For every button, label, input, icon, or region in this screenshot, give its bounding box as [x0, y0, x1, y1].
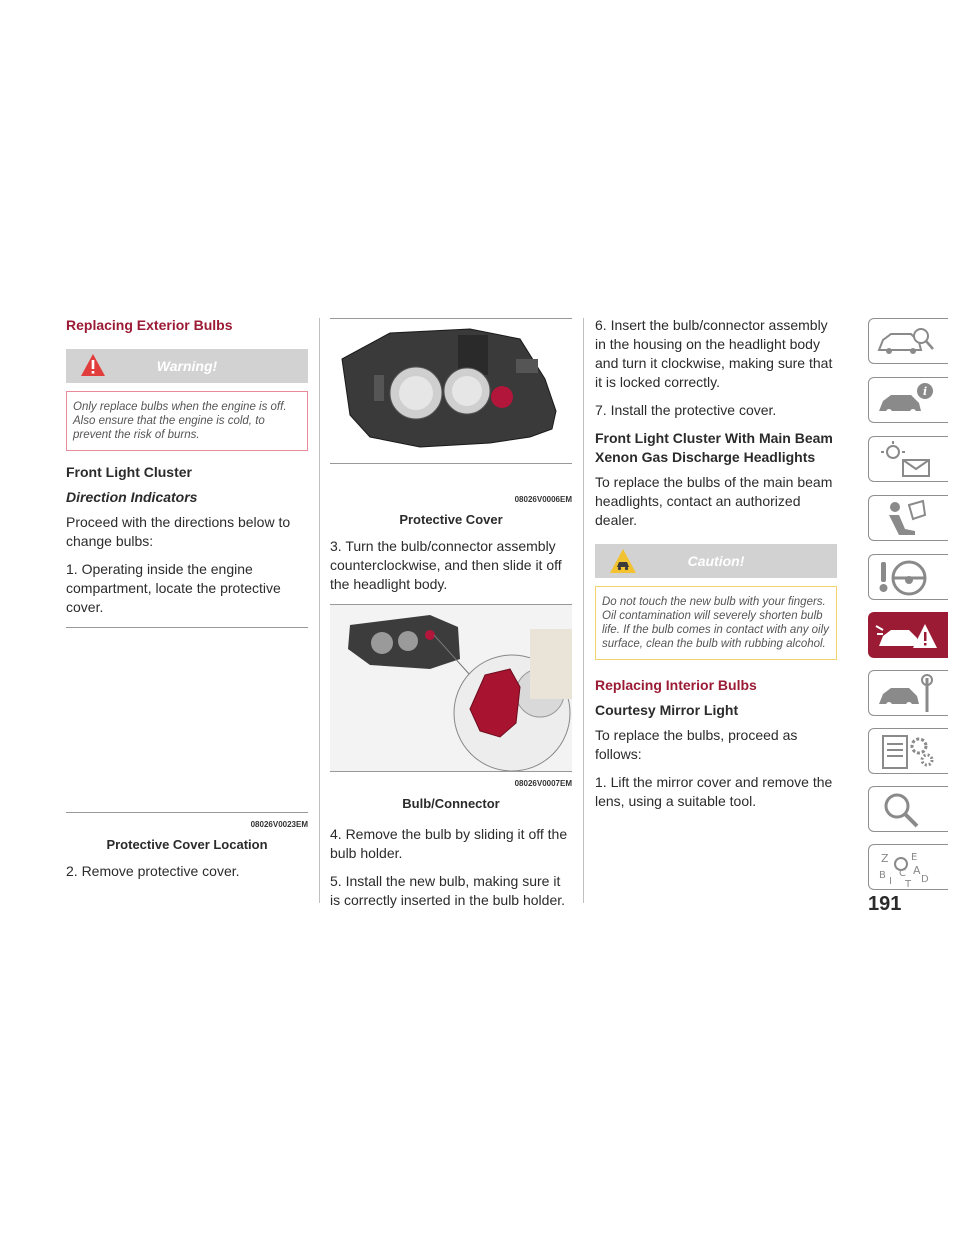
mirror-step-1: 1. Lift the mirror cover and remove the lens, using a suitable tool. [595, 774, 833, 809]
caution-callout [595, 544, 837, 660]
figure-protective-cover [330, 318, 572, 464]
bulb-connector-image [330, 605, 572, 771]
figure-code: 08026V0006EM [514, 495, 572, 504]
caution-title: Caution! [687, 552, 745, 569]
tab-index[interactable] [868, 844, 948, 890]
figure-code: 08026V0023EM [250, 820, 308, 829]
svg-text:D: D [921, 874, 929, 885]
svg-text:C: C [899, 868, 906, 879]
warning-callout [66, 349, 308, 451]
xenon-heading: Front Light Cluster With Main Beam Xenon Gas Discharge Headlights [595, 430, 833, 465]
courtesy-mirror-heading: Courtesy Mirror Light [595, 702, 739, 718]
step-4: 4. Remove the bulb by sliding it off the bulb holder. [330, 826, 568, 861]
warning-title: Warning! [156, 357, 218, 374]
direction-indicators-heading: Direction Indicators [66, 489, 198, 505]
mirror-intro: To replace the bulbs, proceed as follows: [595, 727, 798, 762]
page-number: 191 [868, 893, 902, 915]
car-caution-icon [609, 548, 637, 574]
step-5: 5. Install the new bulb, making sure it is correctly inserted in the bulb holder. [330, 873, 566, 908]
figure-caption: Protective Cover [399, 512, 503, 527]
svg-text:T: T [905, 879, 912, 888]
tab-car-search[interactable] [868, 318, 948, 364]
step-3: 3. Turn the bulb/connector assembly counterclockwise, and then slide it off the headlight body. [330, 538, 562, 592]
column-divider-2 [583, 318, 584, 903]
step-1: 1. Operating inside the engine compartment, locate the protective cover. [66, 561, 281, 615]
figure-caption: Bulb/Connector [402, 796, 500, 811]
xenon-text: To replace the bulbs of the main beam headlights, contact an authorized dealer. [595, 474, 833, 528]
tab-car-info[interactable] [868, 377, 948, 423]
car-emergency-icon [875, 616, 941, 656]
step-7: 7. Install the protective cover. [595, 402, 777, 418]
section-heading-exterior-bulbs: Replacing Exterior Bulbs [66, 317, 233, 333]
step-6: 6. Insert the bulb/connector assembly in the housing on the headlight body and turn it clockwise, making sure that it is locked correctly. [595, 317, 833, 390]
warning-lights-icon [875, 440, 941, 480]
front-light-cluster-heading: Front Light Cluster [66, 464, 192, 480]
svg-text:A: A [913, 864, 921, 877]
caution-header [595, 544, 837, 578]
search-icon [875, 790, 941, 830]
car-search-icon [875, 322, 941, 362]
tab-car-emergency[interactable] [868, 612, 948, 658]
tab-seat-airbag[interactable] [868, 495, 948, 541]
headlight-rear-image [330, 319, 572, 463]
column-2 [330, 318, 572, 919]
tab-car-tools[interactable] [868, 670, 948, 716]
tab-specifications[interactable] [868, 728, 948, 774]
steering-wheel-icon [875, 558, 941, 598]
tab-steering-wheel[interactable] [868, 554, 948, 600]
figure-code: 08026V0007EM [514, 779, 572, 788]
caution-text: Do not touch the new bulb with your fingers. Oil contamination will severely shorten bulb life. If the bulb comes in contact with any oily surface, clean the bulb with rubbing alcohol. [595, 586, 837, 660]
warning-triangle-icon [80, 353, 106, 377]
specifications-icon [875, 732, 941, 772]
section-heading-interior-bulbs: Replacing Interior Bulbs [595, 677, 757, 693]
warning-header [66, 349, 308, 383]
svg-text:Z: Z [881, 852, 889, 865]
warning-text: Only replace bulbs when the engine is off. Also ensure that the engine is cold, to prevent the risk of burns. [66, 391, 308, 451]
svg-text:I: I [889, 876, 892, 887]
column-1 [66, 316, 308, 890]
svg-text:i: i [923, 385, 928, 398]
car-tools-icon [875, 674, 941, 714]
tab-warning-lights[interactable] [868, 436, 948, 482]
intro-text: Proceed with the directions below to change bulbs: [66, 514, 291, 549]
figure-protective-cover-location [66, 627, 308, 813]
car-info-icon [875, 381, 941, 421]
step-2: 2. Remove protective cover. [66, 863, 240, 879]
seat-airbag-icon [875, 499, 941, 539]
index-icon [875, 848, 941, 888]
svg-text:E: E [911, 852, 918, 863]
column-3 [595, 316, 837, 820]
tab-search[interactable] [868, 786, 948, 832]
svg-text:B: B [879, 870, 886, 881]
column-divider-1 [319, 318, 320, 903]
figure-bulb-connector [330, 604, 572, 772]
figure-caption: Protective Cover Location [106, 837, 268, 852]
